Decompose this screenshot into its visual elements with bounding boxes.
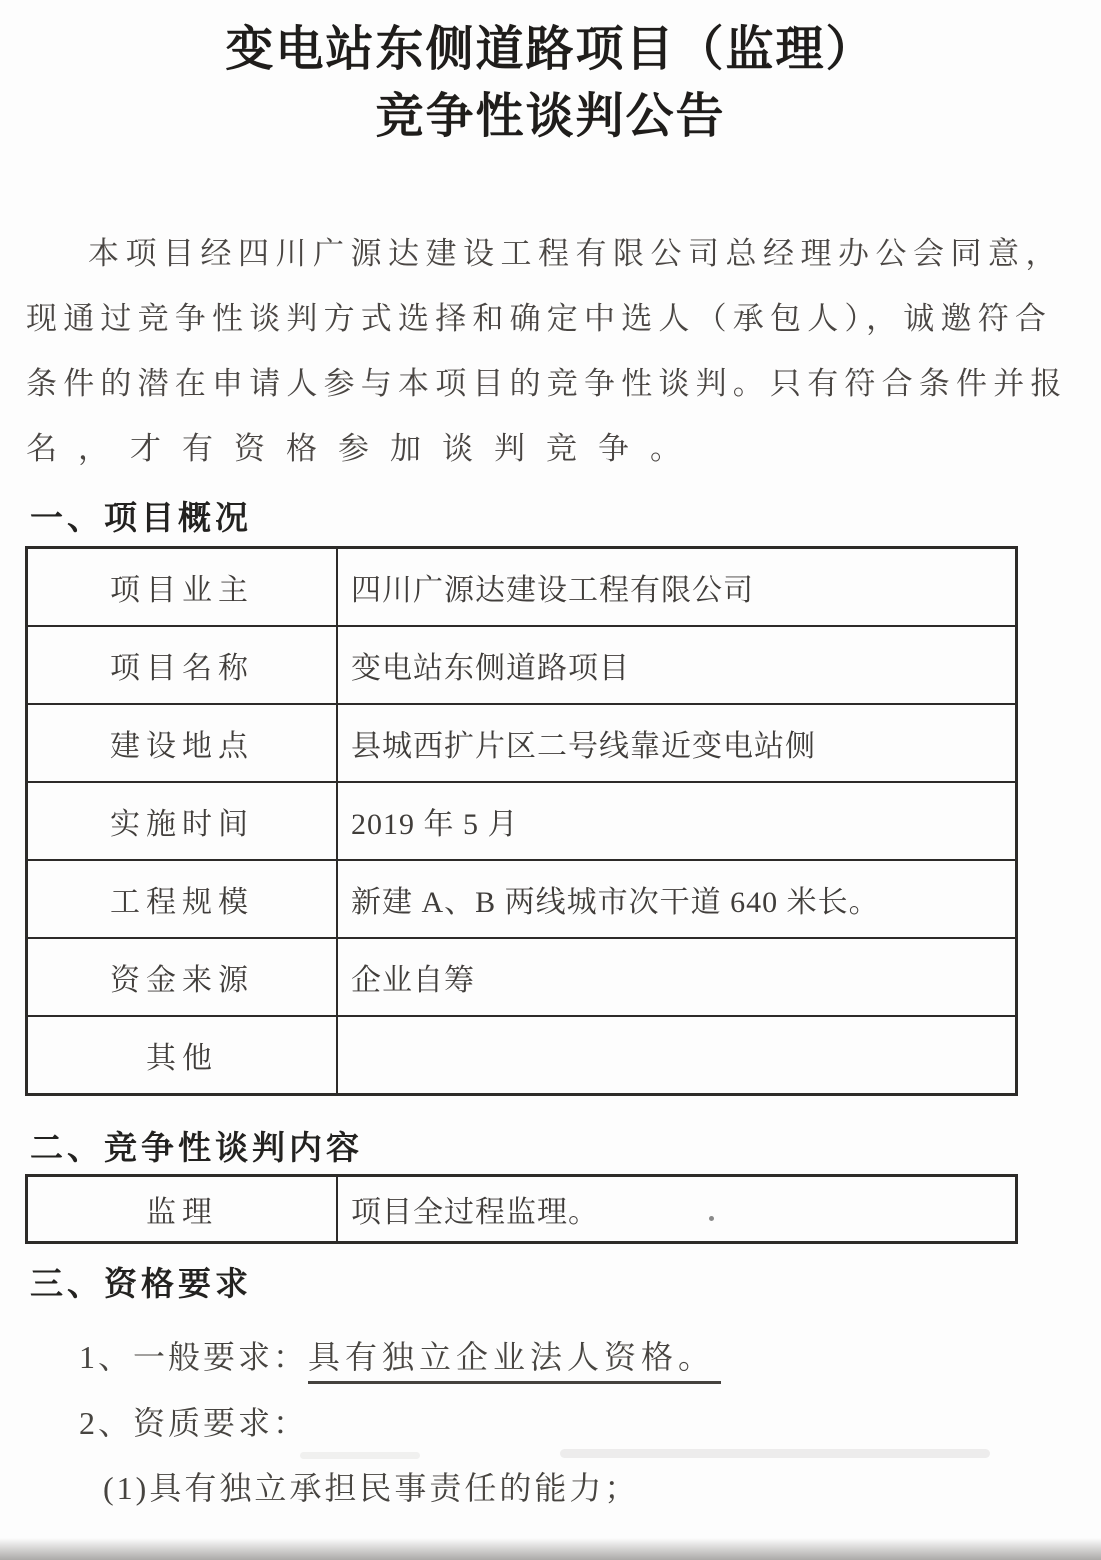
requirement-item-3: (1)具有独立承担民事责任的能力；	[103, 1470, 640, 1506]
scan-artifact-smudge	[560, 1449, 990, 1458]
document-title	[0, 16, 1101, 150]
section-2-heading: 二、竞争性谈判内容	[30, 1129, 363, 1166]
table-row	[27, 782, 1017, 860]
row-label: 项目名称	[27, 626, 338, 704]
document-title-line-1: 变电站东侧道路项目（监理）	[225, 23, 876, 76]
row-label: 其他	[27, 1016, 338, 1095]
table-row	[27, 626, 1017, 704]
row-label: 工程规模	[27, 860, 338, 938]
table-row	[27, 704, 1017, 782]
row-value: 企业自筹	[337, 938, 1017, 1016]
scan-artifact-dot	[709, 1216, 714, 1221]
intro-line-1: 本项目经四川广源达建设工程有限公司总经理办公会同意，	[88, 236, 1063, 271]
row-label: 建设地点	[27, 704, 338, 782]
requirement-item-2: 2、资质要求：	[79, 1405, 309, 1441]
row-value: 变电站东侧道路项目	[337, 626, 1017, 704]
table-row	[27, 1176, 1017, 1243]
row-label: 监理	[27, 1176, 338, 1243]
table-row	[27, 938, 1017, 1016]
row-value: 项目全过程监理。	[337, 1176, 1017, 1243]
intro-line-4: 名，才有资格参加谈判竞争。	[26, 431, 702, 466]
requirement-item-1-underlined-text: 具有独立企业法人资格。	[308, 1339, 721, 1384]
intro-paragraph	[26, 221, 1069, 481]
table-row	[27, 548, 1017, 627]
table-row	[27, 860, 1017, 938]
project-overview-table	[25, 546, 1018, 1096]
row-label: 实施时间	[27, 782, 338, 860]
row-value: 2019 年 5 月	[337, 782, 1017, 860]
scan-bottom-shadow	[0, 1538, 1101, 1560]
intro-line-2: 现通过竞争性谈判方式选择和确定中选人（承包人），诚邀符合	[26, 301, 1053, 336]
row-label: 资金来源	[27, 938, 338, 1016]
row-label: 项目业主	[27, 548, 338, 627]
section-1-heading: 一、项目概况	[30, 499, 252, 536]
row-value: 四川广源达建设工程有限公司	[337, 548, 1017, 627]
requirement-item-1	[79, 1332, 721, 1378]
table-row	[27, 1016, 1017, 1095]
row-value: 县城西扩片区二号线靠近变电站侧	[337, 704, 1017, 782]
row-value	[337, 1016, 1017, 1095]
row-value: 新建 A、B 两线城市次干道 640 米长。	[337, 860, 1017, 938]
scan-artifact-smudge	[300, 1452, 420, 1459]
negotiation-content-table	[25, 1174, 1018, 1244]
requirement-item-1-prefix: 1、一般要求：	[79, 1339, 309, 1375]
intro-line-3: 条件的潜在申请人参与本项目的竞争性谈判。只有符合条件并报	[26, 366, 1068, 401]
section-3-heading: 三、资格要求	[30, 1265, 252, 1302]
document-title-line-2: 竞争性谈判公告	[375, 90, 726, 143]
